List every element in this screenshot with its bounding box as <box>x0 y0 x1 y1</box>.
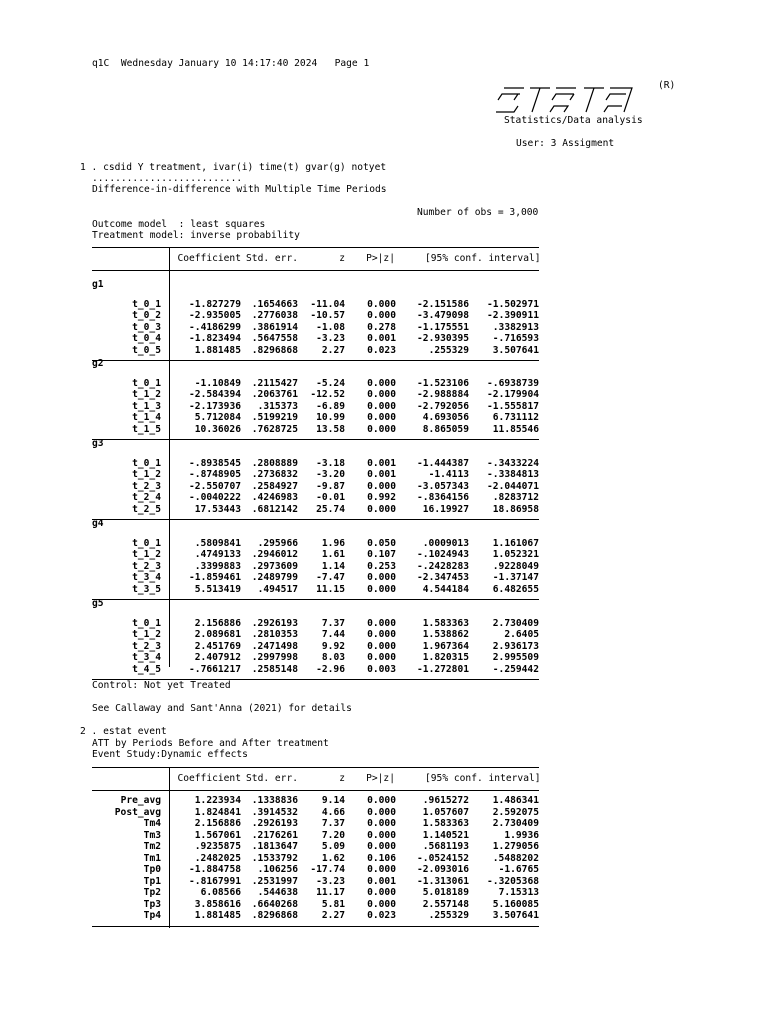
table-cell: 10.99 <box>316 412 345 423</box>
table-cell: 2.407912 <box>194 652 241 663</box>
table-cell: 0.278 <box>367 321 396 333</box>
table-cell: -1.859461 <box>189 572 241 583</box>
table-cell: -1.37147 <box>492 572 539 583</box>
table-cell: 0.000 <box>367 617 396 629</box>
table-cell: 1.824841 <box>194 806 241 818</box>
column-header: Coefficient <box>177 253 241 264</box>
table-cell: 3.858616 <box>194 898 241 910</box>
table-divider <box>169 767 170 928</box>
table-cell: 0.000 <box>367 818 396 829</box>
table-cell: 1.96 <box>321 537 345 549</box>
table-cell: 2.730409 <box>492 818 539 829</box>
row-label: t_3_5 <box>132 583 161 595</box>
table-cell: 3.507641 <box>492 344 539 356</box>
table-cell: 0.001 <box>367 875 396 887</box>
table-cell: -2.151586 <box>417 298 469 310</box>
table-cell: .2776038 <box>251 310 298 321</box>
table-cell: 17.53443 <box>194 503 241 515</box>
column-header: z <box>339 253 345 264</box>
table-cell: .5809841 <box>194 537 241 549</box>
table-cell: -1.6765 <box>498 864 539 875</box>
table-cell: 1.057607 <box>422 806 469 818</box>
group-separator <box>92 599 539 600</box>
table-cell: -.8748905 <box>189 469 241 480</box>
table-cell: 5.018189 <box>422 887 469 898</box>
table-cell: .106256 <box>257 864 298 875</box>
table-cell: 0.000 <box>367 887 396 898</box>
table-cell: .4749133 <box>194 549 241 560</box>
table-cell: 18.86958 <box>492 503 539 515</box>
table-cell: .2584927 <box>251 480 298 492</box>
table-cell: .255329 <box>428 910 469 921</box>
table-cell: 0.000 <box>367 829 396 841</box>
table-cell: -1.827279 <box>189 298 241 310</box>
table-cell: 3.507641 <box>492 910 539 921</box>
table-cell: 1.279056 <box>492 841 539 852</box>
table-cell: 1.62 <box>321 852 345 864</box>
header-rule <box>92 790 539 791</box>
table-cell: 0.000 <box>367 377 396 389</box>
row-label: t_1_2 <box>132 389 161 400</box>
row-label: t_1_2 <box>132 629 161 640</box>
row-label: Pre_avg <box>120 795 161 806</box>
table-cell: .1533792 <box>251 852 298 864</box>
table-cell: 0.000 <box>367 572 396 583</box>
table-cell: 0.000 <box>367 480 396 492</box>
table-cell: 9.92 <box>321 640 345 652</box>
table-cell: -2.96 <box>316 663 345 675</box>
table-cell: 6.731112 <box>492 412 539 423</box>
table-cell: -1.523106 <box>417 377 469 389</box>
table-cell: 0.000 <box>367 583 396 595</box>
table-cell: 4.544184 <box>422 583 469 595</box>
row-label: t_2_3 <box>132 560 161 572</box>
table-cell: .2808889 <box>251 457 298 469</box>
row-label: t_0_4 <box>132 333 161 344</box>
row-label: t_1_3 <box>132 400 161 412</box>
table-cell: -0.01 <box>316 492 345 503</box>
table-cell: .2482025 <box>194 852 241 864</box>
table-cell: 1.140521 <box>422 829 469 841</box>
table-cell: 0.003 <box>367 663 396 675</box>
table-cell: -3.20 <box>316 469 345 480</box>
table-cell: .295966 <box>257 537 298 549</box>
number-of-obs: Number of obs = 3,000 <box>417 207 539 218</box>
table-cell: 2.6405 <box>504 629 539 640</box>
row-label: t_0_1 <box>132 617 161 629</box>
table-cell: .5647558 <box>251 333 298 344</box>
stata-logo-graphic <box>492 80 682 120</box>
table-cell: 16.19927 <box>422 503 469 515</box>
table-cell: .1654663 <box>251 298 298 310</box>
table-cell: 1.583363 <box>422 818 469 829</box>
table-cell: -.2428283 <box>417 560 469 572</box>
table-cell: .2736832 <box>251 469 298 480</box>
column-header: z <box>339 773 345 784</box>
table-cell: -1.884758 <box>189 864 241 875</box>
table-cell: .3382913 <box>492 321 539 333</box>
table-cell: 1.223934 <box>194 795 241 806</box>
table-cell: 11.15 <box>316 583 345 595</box>
table-cell: 0.000 <box>367 423 396 435</box>
row-label: Post_avg <box>114 806 161 818</box>
table-cell: 0.000 <box>367 640 396 652</box>
table-cell: 5.09 <box>321 841 345 852</box>
table-divider <box>169 247 170 667</box>
citation-note: See Callaway and Sant'Anna (2021) for details <box>92 703 352 714</box>
user-label: User: 3 Assigment <box>516 138 615 149</box>
table-cell: -10.57 <box>310 310 345 321</box>
table-cell: 2.451769 <box>194 640 241 652</box>
table-cell: 0.023 <box>367 910 396 921</box>
table-cell: 2.27 <box>321 344 345 356</box>
table-cell: 5.160085 <box>492 898 539 910</box>
table-cell: 2.936173 <box>492 640 539 652</box>
row-label: Tp2 <box>143 887 161 898</box>
table-cell: 7.44 <box>321 629 345 640</box>
table-cell: .2810353 <box>251 629 298 640</box>
table-cell: .2926193 <box>251 617 298 629</box>
control-note: Control: Not yet Treated <box>92 680 231 691</box>
column-header: P>|z| <box>366 773 395 784</box>
table-cell: -.716593 <box>492 333 539 344</box>
table-cell: 4.693056 <box>422 412 469 423</box>
table-cell: 2.592075 <box>492 806 539 818</box>
table-cell: 1.486341 <box>492 795 539 806</box>
table-cell: -6.89 <box>316 400 345 412</box>
table-2-title: ATT by Periods Before and After treatment <box>92 738 329 749</box>
table-cell: -1.10849 <box>194 377 241 389</box>
table-cell: .2973609 <box>251 560 298 572</box>
table-cell: .4246983 <box>251 492 298 503</box>
table-cell: 1.583363 <box>422 617 469 629</box>
table-bottom-rule <box>92 926 539 927</box>
table-cell: 0.000 <box>367 389 396 400</box>
table-cell: 1.567061 <box>194 829 241 841</box>
table-cell: -3.23 <box>316 333 345 344</box>
table-1-title: Difference-in-difference with Multiple Time Periods <box>92 184 387 195</box>
table-cell: 1.161067 <box>492 537 539 549</box>
group-label: g5 <box>92 598 104 609</box>
table-cell: -.0040222 <box>189 492 241 503</box>
table-cell: -1.175551 <box>417 321 469 333</box>
table-cell: -.4186299 <box>189 321 241 333</box>
table-cell: 2.089681 <box>194 629 241 640</box>
table-cell: .6812142 <box>251 503 298 515</box>
table-cell: 5.513419 <box>194 583 241 595</box>
table-cell: 0.000 <box>367 898 396 910</box>
progress-dots: .......................... <box>92 173 243 184</box>
table-cell: .9615272 <box>422 795 469 806</box>
table-cell: 0.000 <box>367 652 396 663</box>
table-cell: 8.865059 <box>422 423 469 435</box>
table-cell: -2.179904 <box>487 389 539 400</box>
table-cell: .3861914 <box>251 321 298 333</box>
group-separator <box>92 519 539 520</box>
table-cell: .8296868 <box>251 344 298 356</box>
table-cell: .255329 <box>428 344 469 356</box>
table-cell: 0.050 <box>367 537 396 549</box>
row-label: t_4_5 <box>132 663 161 675</box>
table-cell: -1.502971 <box>487 298 539 310</box>
table-cell: -2.930395 <box>417 333 469 344</box>
table-cell: -.8938545 <box>189 457 241 469</box>
table-cell: 0.000 <box>367 841 396 852</box>
table-cell: -2.792056 <box>417 400 469 412</box>
table-cell: .2471498 <box>251 640 298 652</box>
row-label: t_1_5 <box>132 423 161 435</box>
table-cell: -1.272801 <box>417 663 469 675</box>
command-1: 1 . csdid Y treatment, ivar(i) time(t) gvar(g) notyet <box>80 162 387 173</box>
table-cell: 1.881485 <box>194 910 241 921</box>
table-cell: 0.000 <box>367 412 396 423</box>
column-header: Coefficient <box>177 773 241 784</box>
table-cell: -5.24 <box>316 377 345 389</box>
table-cell: .6640268 <box>251 898 298 910</box>
table-cell: .5488202 <box>492 852 539 864</box>
row-label: t_1_4 <box>132 412 161 423</box>
table-cell: .3914532 <box>251 806 298 818</box>
table-cell: 0.000 <box>367 806 396 818</box>
table-cell: -7.47 <box>316 572 345 583</box>
table-cell: -2.347453 <box>417 572 469 583</box>
table-cell: -3.23 <box>316 875 345 887</box>
table-cell: .2489799 <box>251 572 298 583</box>
table-cell: .1338836 <box>251 795 298 806</box>
table-cell: 0.001 <box>367 333 396 344</box>
table-cell: 0.000 <box>367 795 396 806</box>
table-cell: 0.000 <box>367 864 396 875</box>
table-cell: -.3384813 <box>487 469 539 480</box>
row-label: t_0_1 <box>132 457 161 469</box>
group-separator <box>92 360 539 361</box>
row-label: Tp3 <box>143 898 161 910</box>
table-cell: -2.173936 <box>189 400 241 412</box>
column-header: Std. err. <box>246 773 298 784</box>
row-label: Tm2 <box>143 841 161 852</box>
table-cell: .8283712 <box>492 492 539 503</box>
table-top-rule <box>92 247 539 248</box>
table-cell: 0.992 <box>367 492 396 503</box>
table-cell: .544638 <box>257 887 298 898</box>
table-cell: -.6938739 <box>487 377 539 389</box>
table-cell: 1.052321 <box>492 549 539 560</box>
product-name: Statistics/Data analysis <box>504 115 643 126</box>
column-header: [95% conf. interval] <box>425 253 541 264</box>
table-cell: .0009013 <box>422 537 469 549</box>
header-line: q1C Wednesday January 10 14:17:40 2024 Page 1 <box>92 58 370 69</box>
table-cell: -1.823494 <box>189 333 241 344</box>
table-cell: -2.935005 <box>189 310 241 321</box>
table-cell: 1.9936 <box>504 829 539 841</box>
table-cell: 1.881485 <box>194 344 241 356</box>
table-cell: 2.995509 <box>492 652 539 663</box>
table-cell: -2.390911 <box>487 310 539 321</box>
table-cell: 8.03 <box>321 652 345 663</box>
table-cell: 0.000 <box>367 503 396 515</box>
table-cell: -1.08 <box>316 321 345 333</box>
group-label: g1 <box>92 279 104 290</box>
table-cell: 4.66 <box>321 806 345 818</box>
table-cell: 0.001 <box>367 469 396 480</box>
table-cell: 11.17 <box>316 887 345 898</box>
table-cell: 1.538862 <box>422 629 469 640</box>
row-label: Tp0 <box>143 864 161 875</box>
table-cell: -9.87 <box>316 480 345 492</box>
table-cell: .315373 <box>257 400 298 412</box>
table-cell: -.0524152 <box>417 852 469 864</box>
table-cell: .2946012 <box>251 549 298 560</box>
row-label: t_2_5 <box>132 503 161 515</box>
table-cell: 6.08566 <box>200 887 241 898</box>
table-cell: .2585148 <box>251 663 298 675</box>
table-cell: -3.18 <box>316 457 345 469</box>
group-label: g2 <box>92 358 104 369</box>
table-cell: 1.61 <box>321 549 345 560</box>
row-label: t_0_2 <box>132 310 161 321</box>
group-label: g4 <box>92 518 104 529</box>
group-label: g3 <box>92 438 104 449</box>
table-cell: -2.044071 <box>487 480 539 492</box>
table-cell: 1.820315 <box>422 652 469 663</box>
table-cell: 0.107 <box>367 549 396 560</box>
table-cell: 2.27 <box>321 910 345 921</box>
table-cell: -2.093016 <box>417 864 469 875</box>
table-2-subtitle: Event Study:Dynamic effects <box>92 749 248 760</box>
table-cell: -3.057343 <box>417 480 469 492</box>
table-cell: .5681193 <box>422 841 469 852</box>
table-cell: -.7661217 <box>189 663 241 675</box>
row-label: t_3_4 <box>132 652 161 663</box>
table-cell: 0.000 <box>367 629 396 640</box>
table-cell: .494517 <box>257 583 298 595</box>
row-label: Tm1 <box>143 852 161 864</box>
table-cell: 9.14 <box>321 795 345 806</box>
table-cell: -12.52 <box>310 389 345 400</box>
table-cell: -1.313061 <box>417 875 469 887</box>
table-cell: .7628725 <box>251 423 298 435</box>
table-cell: 5.712084 <box>194 412 241 423</box>
table-cell: -2.584394 <box>189 389 241 400</box>
table-cell: -11.04 <box>310 298 345 310</box>
table-cell: 1.14 <box>321 560 345 572</box>
row-label: Tp1 <box>143 875 161 887</box>
table-cell: 10.36026 <box>194 423 241 435</box>
table-cell: -.3433224 <box>487 457 539 469</box>
row-label: t_2_3 <box>132 480 161 492</box>
row-label: t_2_4 <box>132 492 161 503</box>
row-label: t_1_2 <box>132 469 161 480</box>
table-cell: 0.106 <box>367 852 396 864</box>
row-label: t_2_3 <box>132 640 161 652</box>
table-cell: 2.156886 <box>194 818 241 829</box>
table-cell: .5199219 <box>251 412 298 423</box>
table-cell: 0.000 <box>367 298 396 310</box>
table-cell: -.259442 <box>492 663 539 675</box>
table-cell: -3.479098 <box>417 310 469 321</box>
table-cell: .1813647 <box>251 841 298 852</box>
table-cell: .2531997 <box>251 875 298 887</box>
table-cell: 25.74 <box>316 503 345 515</box>
row-label: Tm3 <box>143 829 161 841</box>
row-label: t_0_5 <box>132 344 161 356</box>
table-cell: .3399883 <box>194 560 241 572</box>
table-cell: -.8167991 <box>189 875 241 887</box>
table-cell: -.8364156 <box>417 492 469 503</box>
column-header: P>|z| <box>366 253 395 264</box>
table-cell: .9235875 <box>194 841 241 852</box>
table-cell: -1.4113 <box>428 469 469 480</box>
table-cell: 0.023 <box>367 344 396 356</box>
group-separator <box>92 439 539 440</box>
column-header: [95% conf. interval] <box>425 773 541 784</box>
row-label: t_0_1 <box>132 537 161 549</box>
row-label: Tm4 <box>143 818 161 829</box>
table-cell: 13.58 <box>316 423 345 435</box>
table-top-rule <box>92 767 539 768</box>
row-label: t_3_4 <box>132 572 161 583</box>
table-cell: .2926193 <box>251 818 298 829</box>
table-cell: -2.550707 <box>189 480 241 492</box>
table-cell: 7.37 <box>321 818 345 829</box>
table-cell: .2063761 <box>251 389 298 400</box>
table-cell: 2.730409 <box>492 617 539 629</box>
table-cell: -17.74 <box>310 864 345 875</box>
column-header: Std. err. <box>246 253 298 264</box>
row-label: Tp4 <box>143 910 161 921</box>
table-cell: -1.555817 <box>487 400 539 412</box>
table-cell: .2176261 <box>251 829 298 841</box>
registered-mark: (R) <box>658 80 676 91</box>
treatment-model: Treatment model: inverse probability <box>92 230 300 241</box>
row-label: t_0_1 <box>132 298 161 310</box>
table-cell: -.3205368 <box>487 875 539 887</box>
table-cell: 0.253 <box>367 560 396 572</box>
table-cell: 0.000 <box>367 310 396 321</box>
table-cell: -2.988884 <box>417 389 469 400</box>
table-cell: .9228049 <box>492 560 539 572</box>
table-cell: 7.20 <box>321 829 345 841</box>
table-cell: 11.85546 <box>492 423 539 435</box>
table-cell: 7.37 <box>321 617 345 629</box>
table-cell: 1.967364 <box>422 640 469 652</box>
command-2: 2 . estat event <box>80 726 167 737</box>
table-cell: 6.482655 <box>492 583 539 595</box>
table-cell: .2115427 <box>251 377 298 389</box>
outcome-model: Outcome model : least squares <box>92 219 266 230</box>
row-label: t_1_2 <box>132 549 161 560</box>
table-cell: 0.001 <box>367 457 396 469</box>
row-label: t_0_3 <box>132 321 161 333</box>
table-cell: 2.156886 <box>194 617 241 629</box>
table-cell: 2.557148 <box>422 898 469 910</box>
table-cell: .8296868 <box>251 910 298 921</box>
table-cell: -.1024943 <box>417 549 469 560</box>
table-cell: 0.000 <box>367 400 396 412</box>
table-cell: 5.81 <box>321 898 345 910</box>
row-label: t_0_1 <box>132 377 161 389</box>
table-cell: .2997998 <box>251 652 298 663</box>
table-cell: 7.15313 <box>498 887 539 898</box>
header-rule <box>92 270 539 271</box>
table-cell: -1.444387 <box>417 457 469 469</box>
